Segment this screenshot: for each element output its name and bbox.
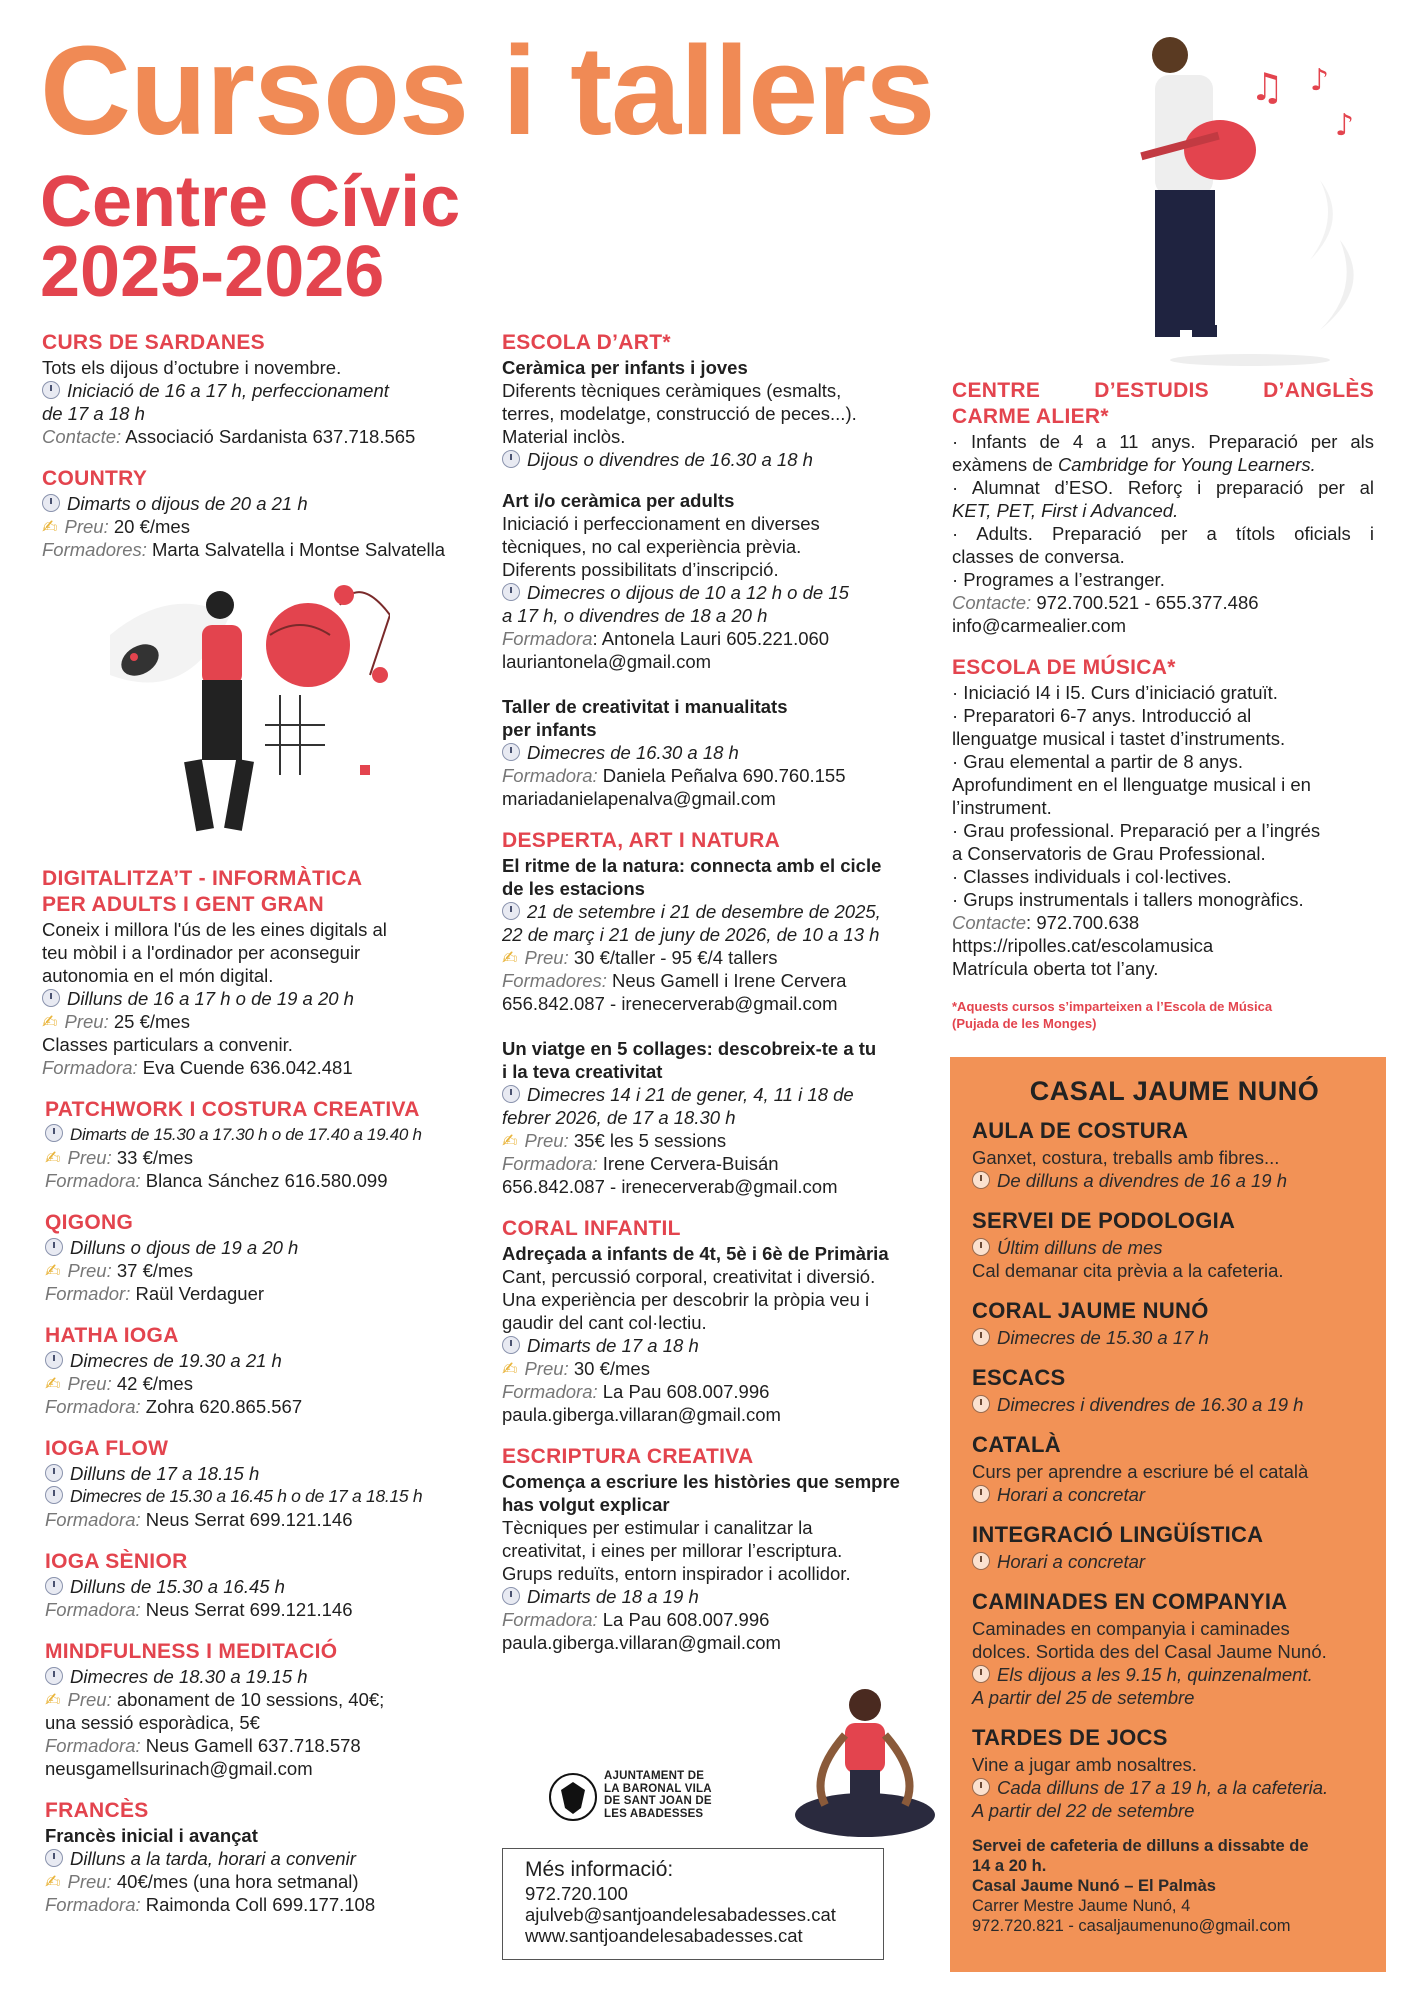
pen-icon: ✍	[45, 1147, 61, 1168]
page-title: Cursos i tallers	[40, 20, 935, 161]
pen-icon: ✍	[42, 516, 58, 537]
course-iogasenior: IOGA SÈNIOR Dilluns de 15.30 a 16.45 h Formadora: Neus Serrat 699.121.146	[45, 1550, 353, 1620]
course-escriptura: ESCRIPTURA CREATIVA Comença a escriure les històries que sempre has volgut explicar Tècniques per estimular i canalitzar la creativitat, i eines per millorar l’escriptura. Grups reduïts, entorn inspirador i acollidor. Dimarts de 18 a 19 h Formadora: La Pau 608.007.996 paula.giberga.villaran@gmail.com	[502, 1445, 900, 1653]
pen-icon: ✍	[42, 1011, 58, 1032]
casal-escacs: ESCACS Dimecres i divendres de 16.30 a 19 h	[972, 1365, 1304, 1415]
course-country: COUNTRY Dimarts o dijous de 20 a 21 h ✍ Preu: 20 €/mes Formadores: Marta Salvatella i Montse Salvatella	[42, 466, 482, 561]
course-frances: FRANCÈS Francès inicial i avançat Dilluns a la tarda, horari a convenir ✍ Preu: 40€/mes (una hora setmanal) Formadora: Raimonda Coll 699.177.108	[45, 1799, 376, 1915]
casal-podologia: SERVEI DE PODOLOGIA Últim dilluns de mes Cal demanar cita prèvia a la cafeteria.	[972, 1208, 1284, 1281]
clock-icon	[45, 1464, 63, 1482]
clock-icon	[972, 1171, 990, 1189]
course-angles: CENTRE D’ESTUDIS D’ANGLÈS CARME ALIER* · Infants de 4 a 11 anys. Preparació per als exàmens de Cambridge for Young Learners. · Alumnat d’ESO. Reforç i preparació per al KET, PET, First i Advanced. · Adults. Preparació per a títols oficials i classes de conversa. · Programes a l’estranger. Contacte: 972.700.521 - 655.377.486 info@carmealier.com	[952, 379, 1374, 636]
subtitle-centre: Centre Cívic	[40, 162, 461, 242]
casal-catala: CATALÀ Curs per aprendre a escriure bé el català Horari a concretar	[972, 1432, 1309, 1505]
clock-icon	[42, 989, 60, 1007]
painter-illustration	[90, 575, 390, 845]
clock-icon	[502, 1085, 520, 1103]
info-website[interactable]: www.santjoandelesabadesses.cat	[525, 1925, 803, 1946]
clock-icon	[42, 381, 60, 399]
course-mindfulness: MINDFULNESS I MEDITACIÓ Dimecres de 18.30 a 19.15 h ✍ Preu: abonament de 10 sessions, 40€; una sessió esporàdica, 5€ Formadora: Neus Gamell 637.718.578 neusgamellsurinach@gmail.com	[45, 1640, 385, 1779]
more-info-box: Més informació: 972.720.100 ajulveb@santjoandelesabadesses.cat www.santjoandelesabadesses.cat	[502, 1848, 884, 1960]
casal-costura: AULA DE COSTURA Ganxet, costura, treballs amb fibres... De dilluns a divendres de 16 a 19 h	[972, 1118, 1288, 1191]
course-patchwork: PATCHWORK I COSTURA CREATIVA Dimarts de 15.30 a 17.30 h o de 17.40 a 19.40 h ✍ Preu: 33 €/mes Formadora: Blanca Sánchez 616.580.099	[45, 1098, 422, 1191]
subtitle-year: 2025-2026	[40, 232, 385, 312]
pen-icon: ✍	[45, 1689, 61, 1710]
pen-icon: ✍	[45, 1871, 61, 1892]
svg-text:♫: ♫	[1250, 65, 1285, 109]
svg-text:♪: ♪	[1310, 63, 1330, 98]
guitarist-illustration	[1100, 30, 1380, 370]
clock-icon	[972, 1665, 990, 1683]
clock-icon	[972, 1238, 990, 1256]
casal-content	[972, 1070, 1377, 1936]
pen-icon: ✍	[45, 1260, 61, 1281]
right-column	[952, 378, 1374, 1032]
casal-caminades: CAMINADES EN COMPANYIA Caminades en companyia i caminades dolces. Sortida des del Casal Jaume Nunó. Els dijous a les 9.15 h, quinzenalment. A partir del 25 de setembre	[972, 1589, 1327, 1708]
left-column-lower	[42, 866, 482, 1934]
clock-icon	[42, 494, 60, 512]
casal-coral: CORAL JAUME NUNÓ Dimecres de 15.30 a 17 h	[972, 1298, 1209, 1348]
pen-icon: ✍	[502, 1358, 518, 1379]
middle-column	[502, 330, 922, 1672]
course-title: CURS DE SARDANES	[42, 331, 265, 354]
casal-integracio: INTEGRACIÓ LINGÜÍSTICA Horari a concretar	[972, 1522, 1264, 1572]
course-musica: ESCOLA DE MÚSICA* · Iniciació I4 i I5. Curs d’iniciació gratuït. · Preparatori 6-7 anys. Introducció al llenguatge musical i tastet d’instruments. · Grau elemental a partir de 8 anys. Aprofundiment en el llenguatge musical i en l’instrument. · Grau professional. Preparació per a l’ingrés a Conservatoris de Grau Professional. · Classes individuals i col·lectives. · Grups instrumentals i tallers monogràfics. Contacte: 972.700.638 https://ripolles.cat/escolamusica Matrícula oberta tot l’any.	[952, 656, 1321, 979]
clock-icon	[45, 1124, 63, 1142]
meditation-illustration	[795, 1685, 935, 1855]
course-digital: DIGITALITZA’T - INFORMÀTICA PER ADULTS I GENT GRAN Coneix i millora l'ús de les eines digitals al teu mòbil i a l'ordinador per aconseguir autonomia en el món digital. Dilluns de 16 a 17 h o de 19 a 20 h ✍ Preu: 25 €/mes Classes particulars a convenir. Formadora: Eva Cuende 636.042.481	[42, 867, 387, 1078]
clock-icon	[45, 1577, 63, 1595]
course-iogaflow: IOGA FLOW Dilluns de 17 a 18.15 h Dimecres de 15.30 a 16.45 h o de 17 a 18.15 h Formadora: Neus Serrat 699.121.146	[45, 1437, 423, 1530]
course-title: COUNTRY	[42, 467, 148, 490]
clock-icon	[45, 1667, 63, 1685]
course-qigong: QIGONG Dilluns o djous de 19 a 20 h ✍ Preu: 37 €/mes Formador: Raül Verdaguer	[45, 1211, 299, 1304]
course-sardanes: CURS DE SARDANES Tots els dijous d’octubre i novembre. Iniciació de 16 a 17 h, perfeccionament de 17 a 18 h Contacte: Associació Sardanista 637.718.565	[42, 330, 482, 448]
clock-icon	[502, 1587, 520, 1605]
course-escola-art: ESCOLA D’ART* Ceràmica per infants i joves Diferents tècniques ceràmiques (esmalts, terres, modelatge, construcció de peces...). Material inclòs. Dijous o divendres de 16.30 a 18 h Art i/o ceràmica per adults Iniciació i perfeccionament en diverses tècniques, no cal experiència prèvia. Diferents possibilitats d’inscripció. Dimecres o dijous de 10 a 12 h o de 15 a 17 h, o divendres de 18 a 20 h Formadora: Antonela Lauri 605.221.060 lauriantonela@gmail.com Taller de creativitat i manualitats per infants Dimecres de 16.30 a 18 h Formadora: Daniela Peñalva 690.760.155 mariadanielapenalva@gmail.com	[502, 331, 857, 809]
clock-icon	[502, 450, 520, 468]
casal-footer: Servei de cafeteria de dilluns a dissabte de 14 a 20 h. Casal Jaume Nunó – El Palmàs Carrer Mestre Jaume Nunó, 4 972.720.821 - casaljaumenuno@gmail.com	[972, 1837, 1309, 1935]
svg-text:♪: ♪	[1335, 108, 1355, 143]
clock-icon	[502, 1336, 520, 1354]
clock-icon	[972, 1552, 990, 1570]
clock-icon	[502, 743, 520, 761]
course-hatha: HATHA IOGA Dimecres de 19.30 a 21 h ✍ Preu: 42 €/mes Formadora: Zohra 620.865.567	[45, 1324, 303, 1417]
pen-icon: ✍	[502, 1130, 518, 1151]
casal-jocs: TARDES DE JOCS Vine a jugar amb nosaltres. Cada dilluns de 17 a 19 h, a la cafeteria. A partir del 22 de setembre	[972, 1725, 1329, 1821]
clock-icon	[972, 1485, 990, 1503]
pen-icon: ✍	[502, 947, 518, 968]
clock-icon	[45, 1238, 63, 1256]
course-desperta: DESPERTA, ART I NATURA El ritme de la natura: connecta amb el cicle de les estacions 21 de setembre i 21 de desembre de 2025, 22 de març i 21 de juny de 2026, de 10 a 13 h ✍ Preu: 30 €/taller - 95 €/4 tallers Formadores: Neus Gamell i Irene Cervera 656.842.087 - irenecerverab@gmail.com Un viatge en 5 collages: descobreix-te a tu i la teva creativitat Dimecres 14 i 21 de gener, 4, 11 i 18 de febrer 2026, de 17 a 18.30 h ✍ Preu: 35€ les 5 sessions Formadora: Irene Cervera-Buisán 656.842.087 - irenecerverab@gmail.com	[502, 829, 882, 1197]
clock-icon	[502, 902, 520, 920]
town-hall-logo: AJUNTAMENT DE LA BARONAL VILA DE SANT JOAN DE LES ABADESSES	[548, 1770, 718, 1826]
course-coral: CORAL INFANTIL Adreçada a infants de 4t, 5è i 6è de Primària Cant, percussió corporal, creativitat i diversió. Una experiència per descobrir la pròpia veu i gaudir del cant col·lectiu. Dimarts de 17 a 18 h ✍ Preu: 30 €/mes Formadora: La Pau 608.007.996 paula.giberga.villaran@gmail.com	[502, 1217, 889, 1425]
coat-of-arms-icon	[548, 1772, 598, 1822]
clock-icon	[972, 1778, 990, 1796]
clock-icon	[972, 1328, 990, 1346]
pen-icon: ✍	[45, 1373, 61, 1394]
left-column	[42, 330, 482, 579]
casal-title: CASAL JAUME NUNÓ	[1029, 1076, 1320, 1106]
info-email[interactable]: ajulveb@santjoandelesabadesses.cat	[525, 1904, 836, 1925]
clock-icon	[45, 1486, 63, 1504]
clock-icon	[45, 1849, 63, 1867]
footnote: *Aquests cursos s’imparteixen a l’Escola de Música (Pujada de les Monges)	[952, 999, 1273, 1031]
clock-icon	[45, 1351, 63, 1369]
clock-icon	[972, 1395, 990, 1413]
clock-icon	[502, 583, 520, 601]
